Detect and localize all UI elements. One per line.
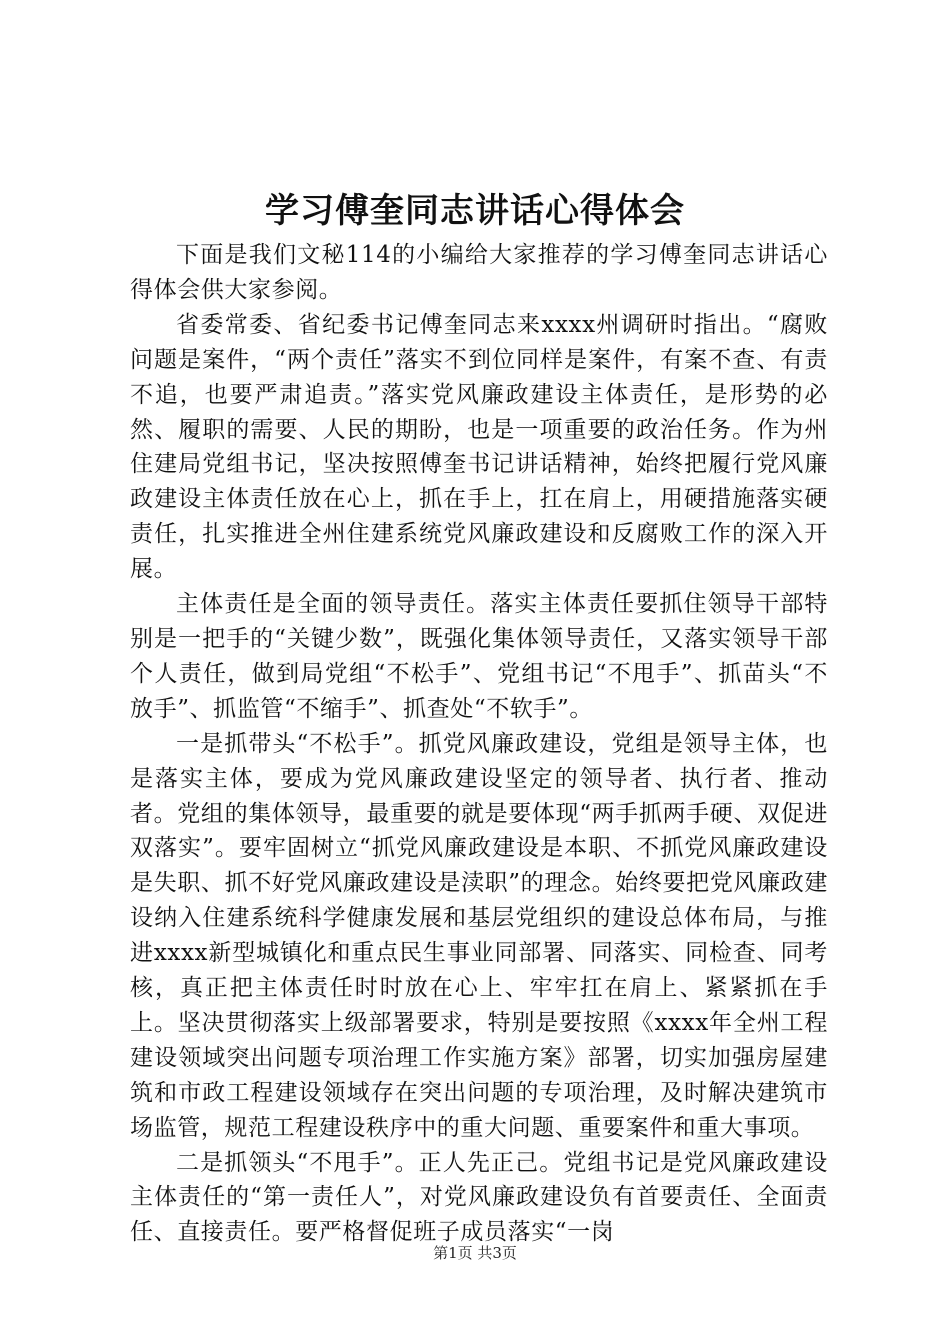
paragraph-main-responsibility: 主体责任是全面的领导责任。落实主体责任要抓住领导干部特别是一把手的“关键少数”，既强化集体领导责任，又落实领导干部个人责任，做到局党组“不松手”、党组书记“不甩手”、抓苗头“不放手”、抓监管“不缩手”、抓查处“不软手”。 xyxy=(130,591,828,722)
document-body xyxy=(130,238,828,1250)
page-number-footer: 第1页 共3页 xyxy=(433,1244,517,1262)
paragraph-intro: 下面是我们文秘114的小编给大家推荐的学习傅奎同志讲话心得体会供大家参阅。 xyxy=(130,242,828,303)
page-title: 学习傅奎同志讲话心得体会 xyxy=(265,191,685,231)
paragraph-point-one: 一是抓带头“不松手”。抓党风廉政建设，党组是领导主体，也是落实主体，要成为党风廉政建设坚定的领导者、执行者、推动者。党组的集体领导，最重要的就是要体现“两手抓两手硬、双促进双落实”。要牢固树立“抓党风廉政建设是本职、不抓党风廉政建设是失职、抓不好党风廉政建设是渎职”的理念。始终要把党风廉政建设纳入住建系统科学健康发展和基层党组织的建设总体布局，与推进xxxx新型城镇化和重点民生事业同部署、同落实、同检查、同考核，真正把主体责任时时放在心上、牢牢扛在肩上、紧紧抓在手上。坚决贯彻落实上级部署要求，特别是要按照《xxxx年全州工程建设领域突出问题专项治理工作实施方案》部署，切实加强房屋建筑和市政工程建设领域存在突出问题的专项治理，及时解决建筑市场监管，规范工程建设秩序中的重大问题、重要案件和重大事项。 xyxy=(130,730,828,1141)
paragraph-point-two: 二是抓领头“不甩手”。正人先正己。党组书记是党风廉政建设主体责任的“第一责任人”，对党风廉政建设负有首要责任、全面责任、直接责任。要严格督促班子成员落实“一岗 xyxy=(130,1149,828,1246)
paragraph-background: 省委常委、省纪委书记傅奎同志来xxxx州调研时指出。“腐败问题是案件，“两个责任”落实不到位同样是案件，有案不查、有责不追，也要严肃追责。”落实党风廉政建设主体责任，是形势的必然、履职的需要、人民的期盼，也是一项重要的政治任务。作为州住建局党组书记，坚决按照傅奎书记讲话精神，始终把履行党风廉政建设主体责任放在心上，抓在手上，扛在肩上，用硬措施落实硬责任，扎实推进全州住建系统党风廉政建设和反腐败工作的深入开展。 xyxy=(130,311,828,583)
